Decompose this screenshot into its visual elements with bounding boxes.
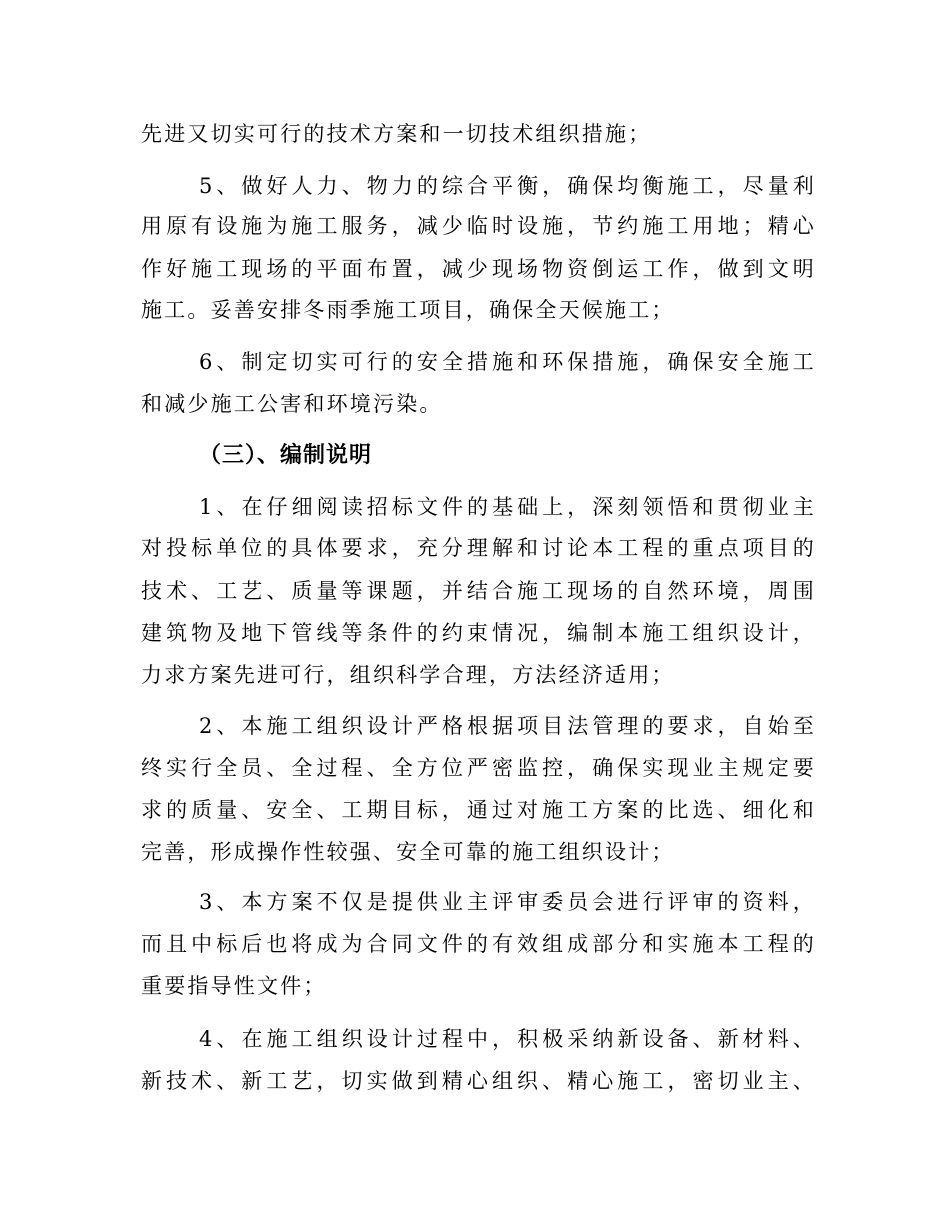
section-heading: （三）、编制说明: [199, 442, 373, 468]
paragraph-line: 先进又切实可行的技术方案和一切技术组织措施；: [141, 122, 652, 146]
paragraph-line: 求的质量、安全、工期目标，通过对施工方案的比选、细化和: [141, 798, 816, 822]
paragraph-line: 施工。妥善安排冬雨季施工项目，确保全天候施工；: [141, 298, 675, 322]
paragraph-line: 力求方案先进可行，组织科学合理，方法经济适用；: [141, 663, 675, 687]
paragraph-line: 对投标单位的具体要求，充分理解和讨论本工程的重点项目的: [141, 536, 816, 560]
paragraph-line: 2、本施工组织设计严格根据项目法管理的要求，自始至: [199, 714, 816, 738]
paragraph-line: 5、做好人力、物力的综合平衡，确保均衡施工，尽量利: [199, 174, 816, 198]
paragraph-line: 新技术、新工艺，切实做到精心组织、精心施工，密切业主、: [141, 1069, 816, 1093]
paragraph-line: 重要指导性文件；: [141, 974, 327, 998]
paragraph-line: 用原有设施为施工服务，减少临时设施，节约施工用地；精心: [141, 214, 816, 238]
paragraph-line: 3、本方案不仅是提供业主评审委员会进行评审的资料，: [199, 890, 816, 914]
paragraph-line: 建筑物及地下管线等条件的约束情况，编制本施工组织设计，: [141, 621, 816, 645]
paragraph-line: 作好施工现场的平面布置，减少现场物资倒运工作，做到文明: [141, 257, 816, 281]
paragraph-line: 1、在仔细阅读招标文件的基础上，深刻领悟和贯彻业主: [199, 495, 816, 519]
paragraph-line: 6、制定切实可行的安全措施和环保措施，确保安全施工: [199, 350, 816, 374]
paragraph-line: 技术、工艺、质量等课题，并结合施工现场的自然环境，周围: [141, 579, 816, 603]
paragraph-line: 4、在施工组织设计过程中，积极采纳新设备、新材料、: [199, 1027, 816, 1051]
paragraph-line: 完善，形成操作性较强、安全可靠的施工组织设计；: [141, 840, 675, 864]
paragraph-line: 而且中标后也将成为合同文件的有效组成部分和实施本工程的: [141, 932, 816, 956]
paragraph-line: 终实行全员、全过程、全方位严密监控，确保实现业主规定要: [141, 756, 816, 780]
paragraph-line: 和减少施工公害和环境污染。: [141, 392, 443, 416]
